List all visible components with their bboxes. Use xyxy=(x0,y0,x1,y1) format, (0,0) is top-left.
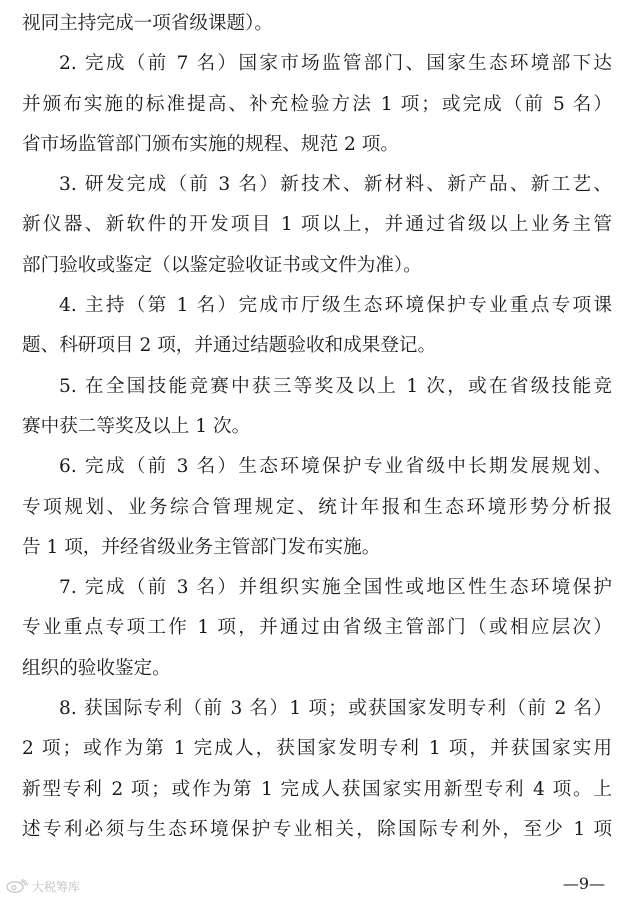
text-line: 6. 完成（前 3 名）生态环境保护专业省级中长期发展规划、 xyxy=(59,456,612,478)
text-line: 2 项；或作为第 1 完成人，获国家发明专利 1 项，并获国家实用 xyxy=(22,738,612,760)
text-line: 部门验收或鉴定（以鉴定验收证书或文件为准）。 xyxy=(22,254,422,276)
text-line: 赛中获二等奖及以上 1 次。 xyxy=(22,415,251,437)
text-line: 5. 在全国技能竞赛中获三等奖及以上 1 次，或在省级技能竞 xyxy=(59,375,612,397)
text-line: 述专利必须与生态环境保护专业相关，除国际专利外，至少 1 项 xyxy=(22,818,612,840)
text-line: 专项规划、业务综合管理规定、统计年报和生态环境形势分析报 xyxy=(22,496,612,518)
text-line: 专业重点专项工作 1 项，并通过由省级主管部门（或相应层次） xyxy=(22,617,612,639)
watermark-text: 大税筹库 xyxy=(32,879,81,894)
text-line: 题、科研项目 2 项，并通过结题验收和成果登记。 xyxy=(22,335,437,357)
text-line: 8. 获国际专利（前 3 名）1 项；或获国家发明专利（前 2 名） xyxy=(59,698,612,720)
text-line: 新型专利 2 项；或作为第 1 完成人获国家实用新型专利 4 项。上 xyxy=(22,778,612,800)
text-line: 3. 研发完成（前 3 名）新技术、新材料、新产品、新工艺、 xyxy=(59,174,612,196)
page-number: —9— xyxy=(562,874,605,893)
body-text xyxy=(22,4,612,850)
weibo-logo-icon xyxy=(6,879,28,893)
text-line: 7. 完成（前 3 名）并组织实施全国性或地区性生态环境保护 xyxy=(59,577,612,599)
text-line: 组织的验收鉴定。 xyxy=(22,657,171,679)
text-line: 告 1 项，并经省级业务主管部门发布实施。 xyxy=(22,536,381,558)
text-line: 省市场监管部门颁布实施的规程、规范 2 项。 xyxy=(22,133,399,155)
text-line: 视同主持完成一项省级课题）。 xyxy=(22,13,274,34)
text-line: 4. 主持（第 1 名）完成市厅级生态环境保护专业重点专项课 xyxy=(59,295,612,317)
text-line: 并颁布实施的标准提高、补充检验方法 1 项；或完成（前 5 名） xyxy=(22,93,612,115)
text-line: 2. 完成（前 7 名）国家市场监管部门、国家生态环境部下达 xyxy=(59,53,612,75)
watermark xyxy=(6,876,80,896)
text-line: 新仪器、新软件的开发项目 1 项以上，并通过省级以上业务主管 xyxy=(22,214,612,236)
